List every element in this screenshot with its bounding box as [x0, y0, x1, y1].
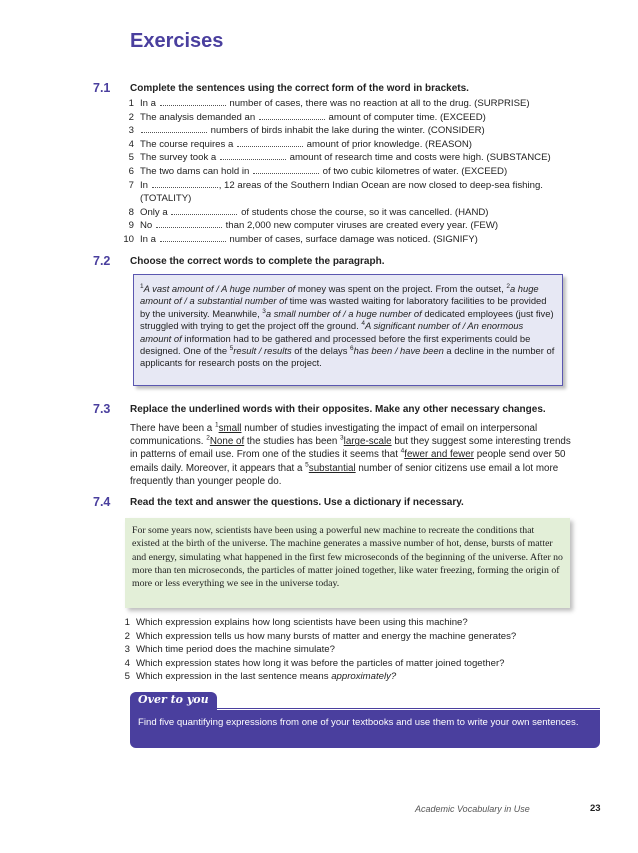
footer-page-number: 23 [590, 803, 601, 814]
answer-blank[interactable] [220, 151, 286, 160]
exercise-number-7-3: 7.3 [93, 402, 111, 416]
choice-1[interactable]: A vast amount of / A huge number of [143, 283, 296, 294]
answer-blank[interactable] [171, 206, 237, 215]
underlined-word-1: small [218, 423, 242, 434]
exercise-number-7-2: 7.2 [93, 254, 111, 268]
answer-blank[interactable] [152, 179, 218, 188]
underlined-word-2: None of [209, 436, 245, 448]
list-item: 5 The survey took a amount of research time and costs were high. (SUBSTANCE) [128, 152, 551, 164]
over-to-you-divider [205, 708, 600, 709]
list-item: 1 In a number of cases, there was no reaction at all to the drug. (SURPRISE) [128, 98, 530, 109]
exercise-7-4-text-box: For some years now, scientists have been using a powerful new machine to recreate the conditions that existed at the birth of the universe. The machine generates a massive number of hot, dense, bursts of matter and energy, simulating what happened in the first few microseconds of the beginning of the universe. After no more than ten microseconds, the particles of matter joined together, like water freezing, forming the origin of more or less everything we see in the universe today. [125, 518, 570, 608]
list-item: 10 In a number of cases, surface damage was noticed. (SIGNIFY) [123, 233, 478, 245]
underlined-word-3: large-scale [343, 436, 392, 448]
over-to-you-box: Find five quantifying expressions from one of your textbooks and use them to write your own sentences. [130, 710, 600, 748]
answer-blank[interactable] [237, 138, 303, 147]
answer-blank[interactable] [259, 111, 325, 120]
exercise-7-4-questions [118, 616, 578, 684]
list-item: 2 Which expression tells us how many bursts of matter and energy the machine generates? [124, 630, 517, 642]
choice-6[interactable]: has been / have been [353, 345, 444, 357]
footer-book-title: Academic Vocabulary in Use [415, 804, 530, 814]
exercise-7-1-list [118, 97, 588, 247]
answer-blank[interactable] [253, 165, 319, 174]
exercise-heading-7-3: Replace the underlined words with their opposites. Make any other necessary changes. [130, 404, 546, 415]
list-item: 2 The analysis demanded an amount of computer time. (EXCEED) [128, 111, 486, 123]
exercise-heading-7-2: Choose the correct words to complete the paragraph. [130, 256, 385, 267]
underlined-word-4: fewer and fewer [404, 449, 474, 461]
list-item: 9 No than 2,000 new computer viruses are created every year. (FEW) [128, 220, 499, 232]
exercise-7-3-paragraph: There have been a $^1$small number of studies investigating the impact of email on interpersonal communications. $^2$None of the studies has been $^3$large-scale but they suggest some interesting trends in patterns of email use. From one of the studies it seems that $^4$fewer and fewer people send over 50 emails daily. Moreover, it appears that a $^5$substantial number of senior citizens use email a lot more frequently than younger people do. [130, 421, 571, 487]
list-item: 8 Only a of students chose the course, so it was cancelled. (HAND) [128, 206, 489, 218]
exercise-heading-7-1: Complete the sentences using the correct form of the word in brackets. [130, 83, 469, 94]
answer-blank[interactable] [156, 219, 222, 228]
choice-4[interactable]: A significant number of / An enormous amount of [140, 320, 524, 344]
choice-3[interactable]: a small number of / a huge number of [265, 307, 422, 319]
over-to-you-label: Over to you [130, 692, 217, 710]
exercise-number-7-1: 7.1 [93, 81, 111, 95]
list-item: 7 In , 12 areas of the Southern Indian Ocean are now closed to deep-sea fishing. (TOTALITY) [128, 179, 543, 205]
list-item: 3 Which time period does the machine simulate? [124, 644, 335, 656]
answer-blank[interactable] [160, 97, 226, 106]
list-item: 4 Which expression states how long it was before the particles of matter joined together? [124, 657, 505, 669]
answer-blank[interactable] [160, 233, 226, 242]
exercise-heading-7-4: Read the text and answer the questions. Use a dictionary if necessary. [130, 497, 464, 508]
underlined-word-5: substantial [308, 462, 356, 474]
list-item: 5 Which expression in the last sentence means approximately? [124, 671, 397, 683]
exercise-number-7-4: 7.4 [93, 495, 111, 509]
choice-5[interactable]: result / results [233, 345, 292, 357]
list-item: 4 The course requires a amount of prior knowledge. (REASON) [128, 138, 472, 150]
list-item: 3 numbers of birds inhabit the lake during the winter. (CONSIDER) [128, 125, 485, 137]
list-item: 1 Which expression explains how long scientists have been using this machine? [124, 617, 468, 628]
page-title: Exercises [130, 30, 224, 52]
list-item: 6 The two dams can hold in of two cubic kilometres of water. (EXCEED) [128, 165, 508, 177]
exercise-7-2-paragraph-box: $^1$A vast amount of / A huge number of money was spent on the project. From the outset, $^2$a huge amount of / a substantial number of time was wasted waiting for laboratory facilities to be provided by the university. Meanwhile, $^3$a small number of / a huge number of dedicated employees (just five) struggled with trying to get the project off the ground. $^4$A significant number of / An enormous amount of information had to be gathered and processed before the first experiments could be designed. One of the $^5$result / results of the delays $^6$has been / have been a decline in the number of applicants for research posts on the project. [133, 274, 563, 386]
answer-blank[interactable] [141, 124, 207, 133]
choice-2[interactable]: a huge amount of / a substantial number of [140, 283, 539, 307]
